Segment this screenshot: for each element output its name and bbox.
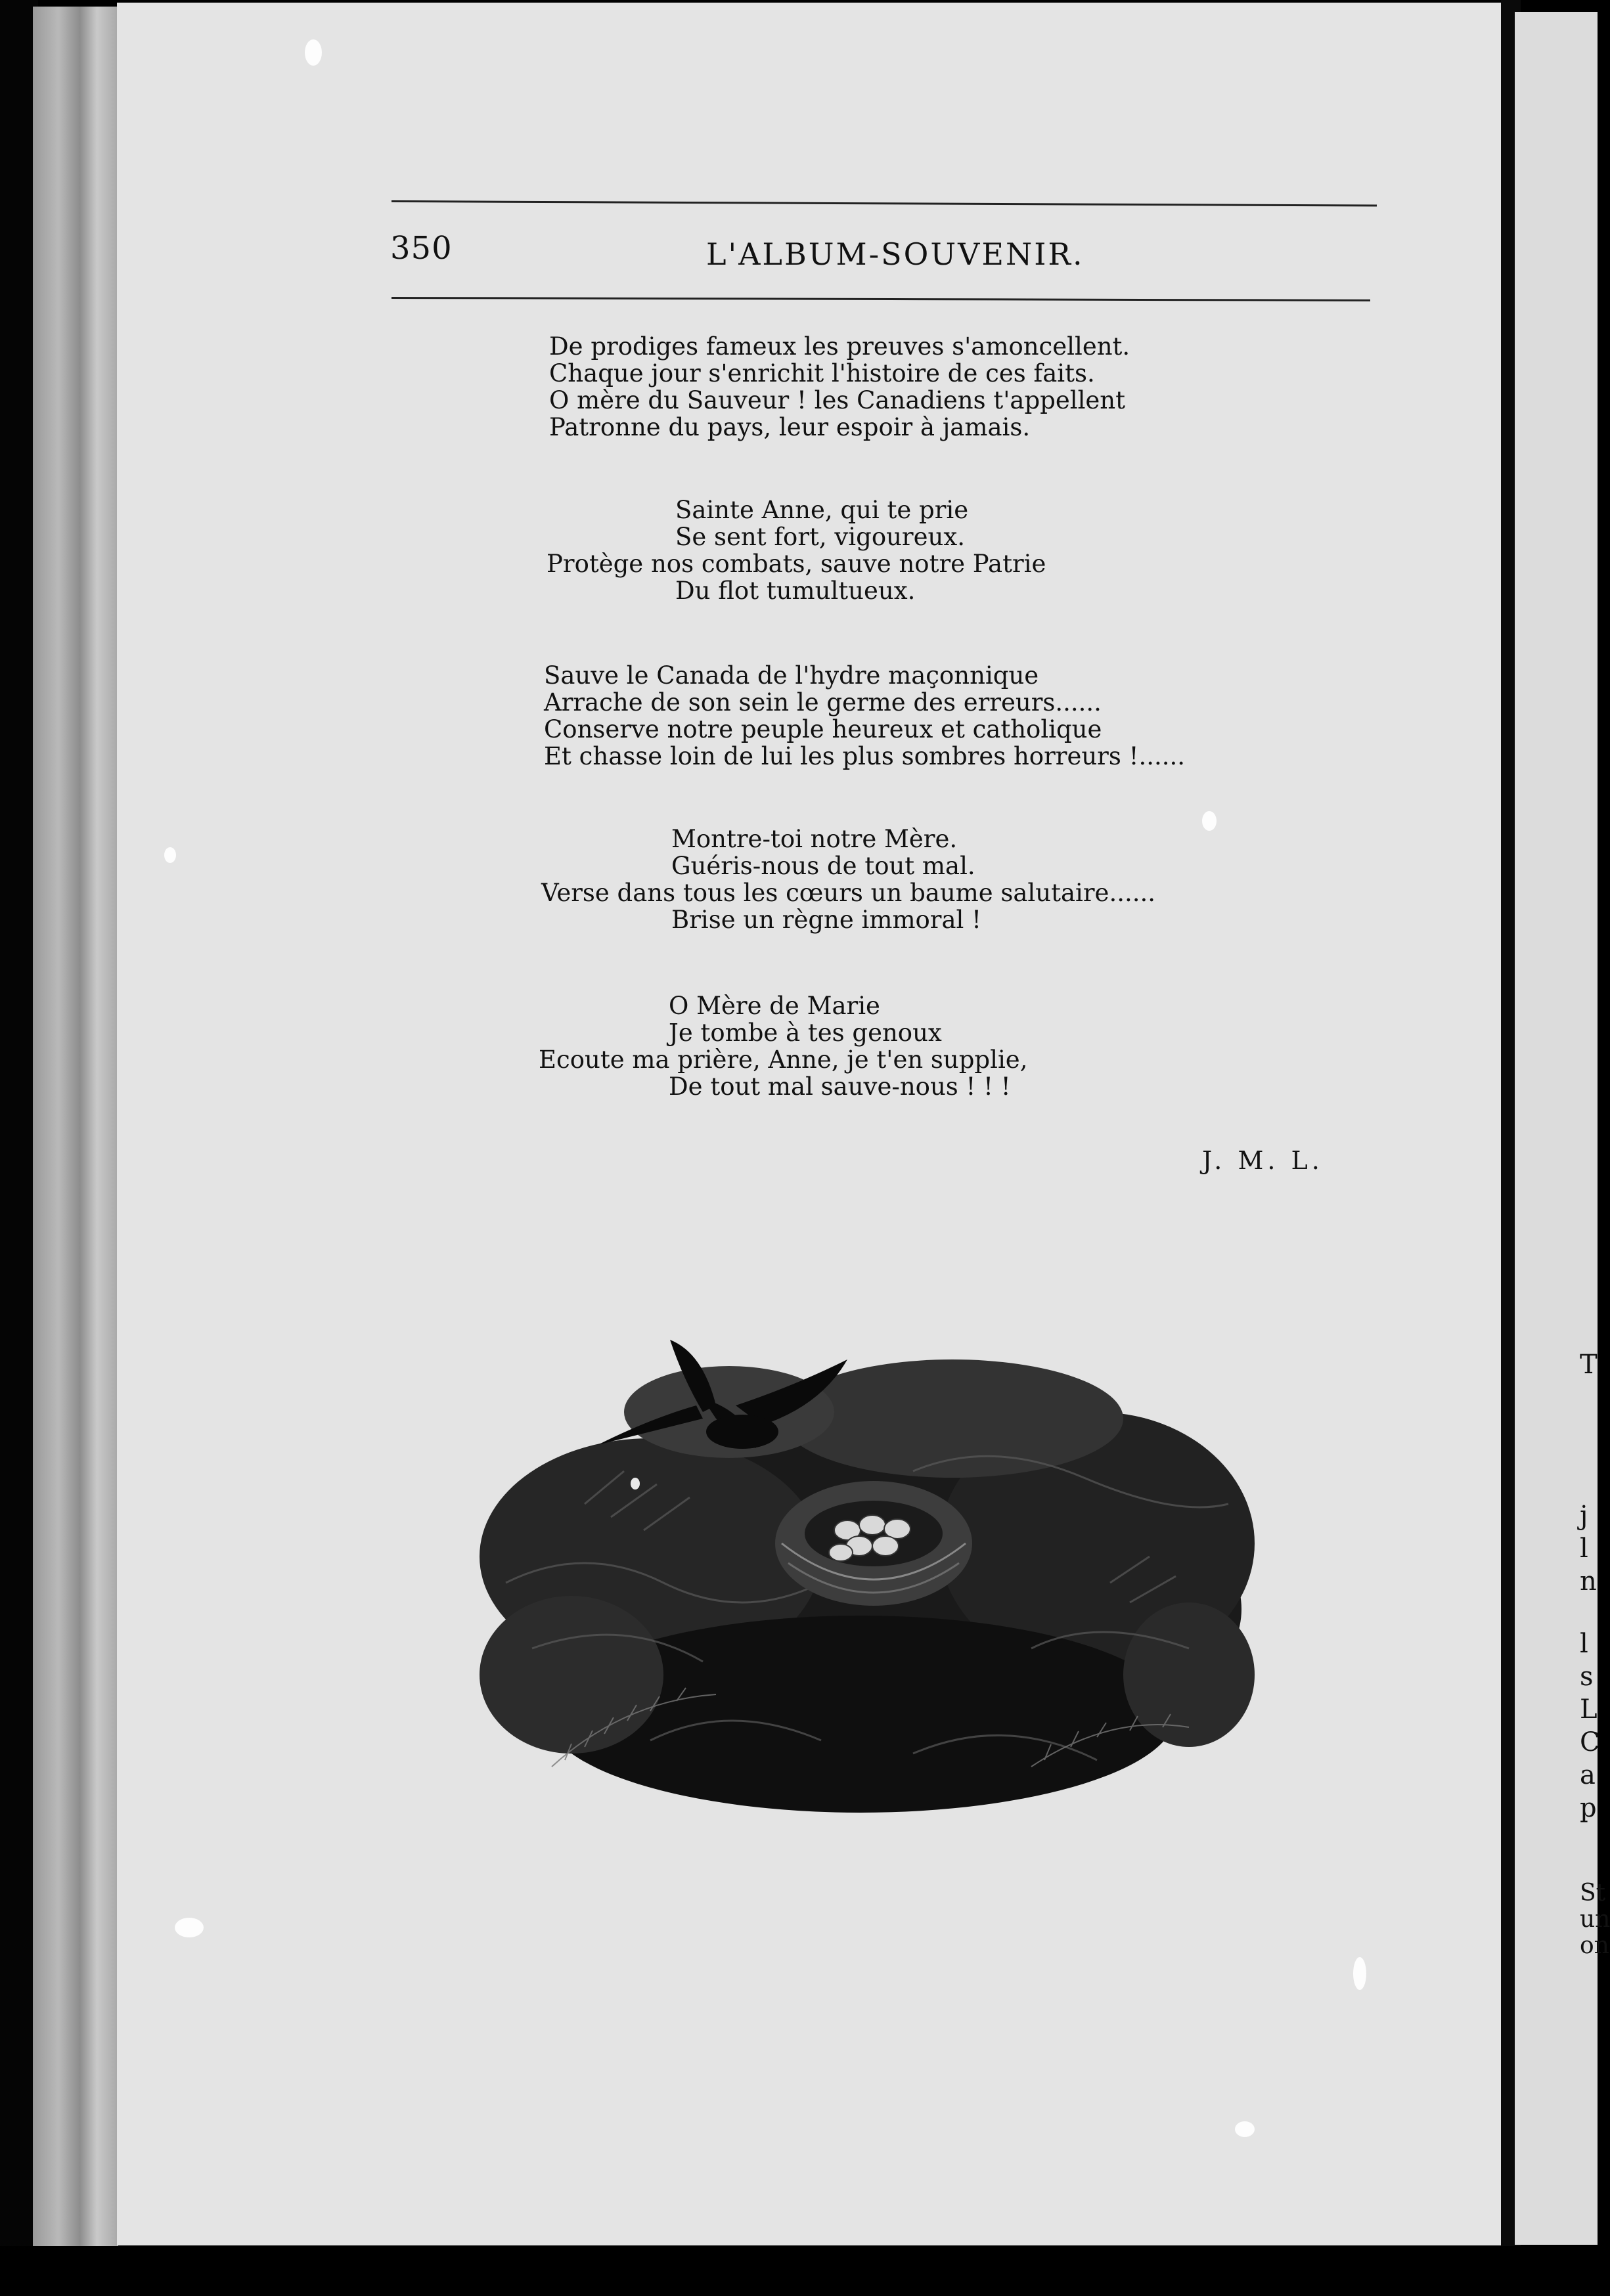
stanza-3 (544, 662, 1185, 770)
stanza-1 (549, 333, 1130, 441)
verse-line: Arrache de son sein le germe des erreurs...... (544, 688, 1102, 717)
verse-line: Se sent fort, vigoureux. (675, 523, 965, 551)
verse-line: Et chasse loin de lui les plus sombres horreurs !...... (544, 742, 1186, 770)
verse-line: Guéris-nous de tout mal. (671, 852, 975, 880)
verse-line: Je tombe à tes genoux (669, 1019, 942, 1047)
next-page-letter: C (1580, 1727, 1600, 1757)
scan-speck (1202, 811, 1217, 831)
verse-line: Montre-toi notre Mère. (671, 825, 958, 853)
next-page-letter: St (1580, 1880, 1606, 1907)
next-page-letter: on (1580, 1932, 1609, 1959)
next-page-letter: a (1580, 1760, 1596, 1790)
scan-speck (164, 847, 176, 863)
verse-line: Sauve le Canada de l'hydre maçonnique (544, 661, 1039, 690)
verse-line: Sainte Anne, qui te prie (675, 496, 969, 524)
verse-line: Conserve notre peuple heureux et catholique (544, 715, 1102, 743)
scan-speck (175, 1918, 204, 1937)
next-page-letter: s (1580, 1662, 1594, 1692)
verse-line: Verse dans tous les cœurs un baume salutaire...... (541, 879, 1156, 907)
next-page-letter: p (1580, 1793, 1597, 1823)
verse-line: O Mère de Marie (669, 992, 880, 1020)
page-number: 350 (390, 230, 453, 267)
verse-line: Chaque jour s'enrichit l'histoire de ces faits. (549, 359, 1095, 387)
page-edges (33, 7, 118, 2253)
scan-speck (1353, 1957, 1366, 1990)
verse-line: De prodiges fameux les preuves s'amoncellent. (549, 332, 1130, 361)
scan-speck (305, 39, 322, 66)
bird-nest-illustration (453, 1307, 1281, 1845)
scan-speck (631, 1478, 640, 1490)
next-page-letter: l (1580, 1534, 1588, 1564)
running-head: L'ALBUM-SOUVENIR. (706, 236, 1085, 272)
verse-line: Du flot tumultueux. (675, 577, 916, 605)
verse-line: Brise un règne immoral ! (671, 906, 982, 934)
verse-line: O mère du Sauveur ! les Canadiens t'appellent (549, 386, 1125, 414)
next-page-letter: n (1580, 1566, 1597, 1597)
verse-line: Protège nos combats, sauve notre Patrie (547, 550, 1046, 578)
verse-line: Patronne du pays, leur espoir à jamais. (549, 413, 1031, 441)
stanza-2 (547, 497, 1046, 604)
verse-line: Ecoute ma prière, Anne, je t'en supplie, (539, 1046, 1028, 1074)
next-page-letter: j (1580, 1501, 1588, 1531)
author-signature: J. M. L. (1202, 1146, 1324, 1175)
verse-line: De tout mal sauve-nous ! ! ! (669, 1072, 1011, 1101)
next-page-letter: T (1580, 1350, 1598, 1380)
next-page-letter: l (1580, 1629, 1588, 1659)
stanza-4 (541, 826, 1155, 933)
scan-speck (1235, 2121, 1255, 2137)
scan-border (0, 2246, 1598, 2296)
next-page-letter: un (1580, 1906, 1610, 1933)
stanza-5 (539, 992, 1027, 1100)
next-page-letter: L (1580, 1694, 1598, 1725)
